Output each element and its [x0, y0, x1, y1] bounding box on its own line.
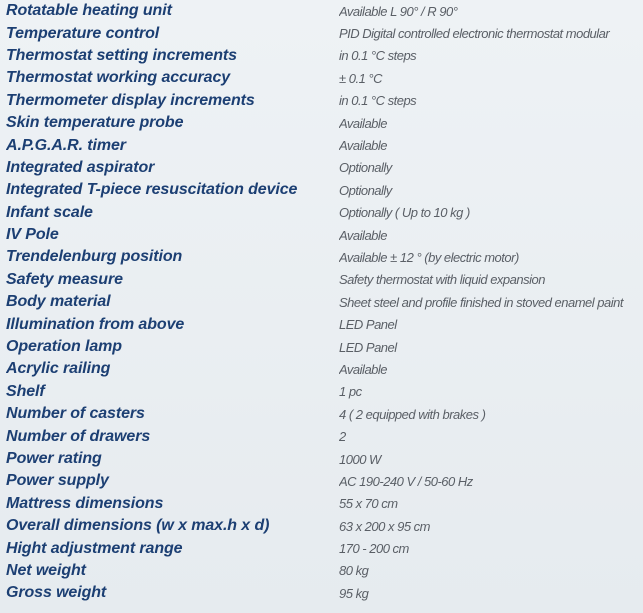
spec-row	[6, 67, 643, 89]
spec-value: Optionally	[339, 160, 392, 176]
spec-value: 1000 W	[339, 451, 381, 467]
spec-label: Operation lamp	[6, 338, 122, 356]
spec-row	[6, 448, 643, 470]
spec-row	[6, 313, 643, 335]
spec-label: Illumination from above	[6, 315, 185, 333]
spec-row	[6, 582, 643, 604]
spec-label: Hight adjustment range	[6, 539, 183, 557]
spec-value: in 0.1 °C steps	[339, 93, 417, 109]
spec-row	[6, 202, 643, 224]
spec-value: Available	[339, 227, 388, 243]
spec-value: in 0.1 °C steps	[339, 48, 417, 64]
spec-value: Available	[339, 361, 388, 377]
spec-row	[6, 493, 643, 515]
spec-row	[6, 470, 643, 492]
spec-label: Skin temperature probe	[6, 114, 184, 132]
spec-label: Power rating	[6, 450, 102, 467]
spec-label: Integrated T-piece resuscitation device	[6, 181, 298, 199]
spec-label: Net weight	[6, 561, 86, 579]
spec-label: Shelf	[6, 382, 45, 400]
spec-value: 95 kg	[339, 585, 369, 601]
spec-label: Trendelenburg position	[6, 248, 183, 266]
spec-value: Available ± 12 ° (by electric motor)	[339, 249, 519, 265]
spec-value: Sheet steel and profile finished in stoved enamel paint	[339, 294, 623, 310]
spec-row	[6, 246, 643, 268]
spec-value: 55 x 70 cm	[339, 496, 398, 512]
spec-row	[6, 22, 643, 44]
spec-label: A.P.G.A.R. timer	[6, 136, 126, 154]
spec-label: IV Pole	[6, 226, 59, 244]
spec-label: Thermometer display increments	[6, 91, 255, 109]
spec-value: Available	[339, 115, 388, 131]
spec-value: PID Digital controlled electronic thermostat modular	[339, 26, 610, 42]
spec-value: LED Panel	[339, 317, 397, 333]
spec-value: Optionally	[339, 182, 392, 198]
spec-row	[6, 179, 643, 201]
spec-label: Thermostat working accuracy	[6, 69, 231, 87]
spec-label: Power supply	[6, 472, 109, 490]
spec-row	[6, 537, 643, 559]
spec-row	[6, 90, 643, 112]
spec-label: Rotatable heating unit	[6, 2, 172, 20]
spec-row	[6, 157, 643, 179]
spec-row	[6, 45, 643, 67]
spec-label: Number of casters	[6, 405, 145, 423]
spec-row	[6, 112, 643, 134]
spec-value: 1 pc	[339, 384, 362, 400]
spec-row	[6, 425, 643, 447]
spec-value: 80 kg	[339, 563, 369, 579]
spec-row	[6, 224, 643, 246]
spec-label: Acrylic railing	[6, 360, 111, 378]
spec-value: 2	[339, 429, 346, 445]
spec-row	[6, 515, 643, 537]
spec-value: 63 x 200 x 95 cm	[339, 518, 430, 534]
spec-row	[6, 291, 643, 313]
spec-value: Available L 90° / R 90°	[339, 3, 458, 19]
spec-value: AC 190-240 V / 50-60 Hz	[339, 473, 473, 489]
spec-label: Body material	[6, 293, 111, 311]
spec-row	[6, 0, 643, 22]
spec-value: Optionally ( Up to 10 kg )	[339, 205, 470, 221]
spec-value: 170 - 200 cm	[339, 541, 409, 557]
specifications-table	[6, 0, 643, 605]
spec-row	[6, 134, 643, 156]
spec-value: 4 ( 2 equipped with brakes )	[339, 406, 486, 422]
spec-row	[6, 336, 643, 358]
spec-row	[6, 560, 643, 582]
spec-label: Thermostat setting increments	[6, 46, 237, 64]
spec-label: Number of drawers	[6, 427, 151, 445]
spec-label: Infant scale	[6, 203, 93, 221]
spec-value: LED Panel	[339, 339, 397, 355]
spec-label: Safety measure	[6, 270, 123, 288]
spec-label: Temperature control	[6, 24, 160, 42]
spec-row	[6, 403, 643, 425]
spec-label: Integrated aspirator	[6, 158, 155, 176]
spec-row	[6, 381, 643, 403]
spec-value: Safety thermostat with liquid expansion	[339, 272, 545, 288]
spec-label: Gross weight	[6, 584, 107, 602]
spec-row	[6, 269, 643, 291]
spec-label: Mattress dimensions	[6, 494, 164, 512]
spec-label: Overall dimensions (w x max.h x d)	[6, 517, 270, 535]
spec-value: ± 0.1 °C	[339, 70, 383, 86]
spec-row	[6, 358, 643, 380]
spec-value: Available	[339, 138, 388, 154]
